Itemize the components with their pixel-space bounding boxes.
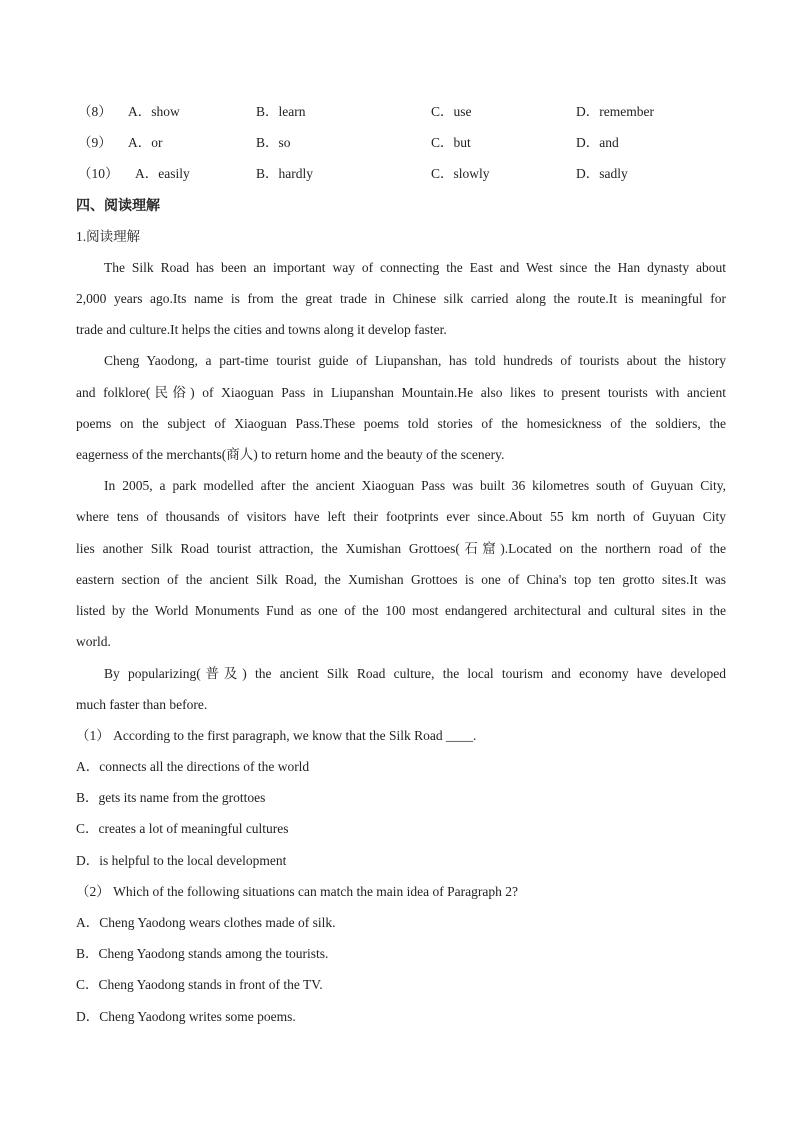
mc-row-10 (0, 164, 794, 184)
option-d: D．and (576, 135, 619, 150)
mc-row-8 (0, 102, 794, 122)
question-number: （10） (78, 166, 119, 181)
option-b: B．learn (256, 104, 306, 119)
passage-line: lies another Silk Road tourist attraction, the Xumishan Grottoes(石窟).Located on the northern road of the (76, 541, 726, 556)
mc-row-9 (0, 133, 794, 153)
passage-line: eagerness of the merchants(商人) to return home and the beauty of the scenery. (76, 447, 505, 462)
answer-option-a: A．connects all the directions of the world (76, 759, 310, 774)
passage-line: 2,000 years ago.Its name is from the great trade in Chinese silk carried along the route.It is meaningful for (76, 291, 726, 306)
answer-option-b: B．Cheng Yaodong stands among the tourists. (76, 946, 329, 961)
passage-line: listed by the World Monuments Fund as one of the 100 most endangered architectural and cultural sites in the (76, 603, 726, 618)
passage-line: By popularizing(普及) the ancient Silk Road culture, the local tourism and economy have developed (104, 666, 726, 681)
passage-line: trade and culture.It helps the cities and towns along it develop faster. (76, 322, 447, 337)
subsection-title: 1.阅读理解 (76, 229, 141, 244)
passage-line: poems on the subject of Xiaoguan Pass.These poems told stories of the homesickness of the soldiers, the (76, 416, 726, 431)
option-c: C．slowly (431, 166, 490, 181)
answer-option-d: D．is helpful to the local development (76, 853, 287, 868)
option-c: C．use (431, 104, 472, 119)
option-a: A．easily (135, 166, 190, 181)
option-a: A．show (128, 104, 180, 119)
passage-line: Cheng Yaodong, a part-time tourist guide of Liupanshan, has told hundreds of tourists about the history (104, 353, 726, 368)
option-d: D．remember (576, 104, 654, 119)
option-a: A．or (128, 135, 163, 150)
option-b: B．hardly (256, 166, 313, 181)
section-heading: 四、阅读理解 (76, 198, 160, 214)
passage-line: and folklore(民俗) of Xiaoguan Pass in Liupanshan Mountain.He also likes to present tourists with ancient (76, 385, 726, 400)
passage-line: In 2005, a park modelled after the ancient Xiaoguan Pass was built 36 kilometres south of Guyuan City, (104, 478, 726, 493)
answer-option-d: D．Cheng Yaodong writes some poems. (76, 1009, 296, 1024)
passage-line: world. (76, 634, 111, 649)
passage-line: where tens of thousands of visitors have left their footprints ever since.About 55 km north of Guyuan City (76, 509, 726, 524)
passage-line: eastern section of the ancient Silk Road, the Xumishan Grottoes is one of China's top ten grotto sites.It was (76, 572, 726, 587)
question-number: （8） (78, 104, 112, 119)
answer-option-b: B．gets its name from the grottoes (76, 790, 266, 805)
question-prompt: （2） Which of the following situations can match the main idea of Paragraph 2? (76, 884, 518, 899)
passage-line: The Silk Road has been an important way of connecting the East and West since the Han dynasty about (104, 260, 726, 275)
answer-option-a: A．Cheng Yaodong wears clothes made of silk. (76, 915, 336, 930)
option-c: C．but (431, 135, 471, 150)
question-prompt: （1） According to the first paragraph, we know that the Silk Road ____. (76, 728, 477, 743)
option-d: D．sadly (576, 166, 628, 181)
option-b: B．so (256, 135, 291, 150)
answer-option-c: C．Cheng Yaodong stands in front of the TV. (76, 977, 323, 992)
question-number: （9） (78, 135, 112, 150)
answer-option-c: C．creates a lot of meaningful cultures (76, 821, 289, 836)
passage-line: much faster than before. (76, 697, 208, 712)
